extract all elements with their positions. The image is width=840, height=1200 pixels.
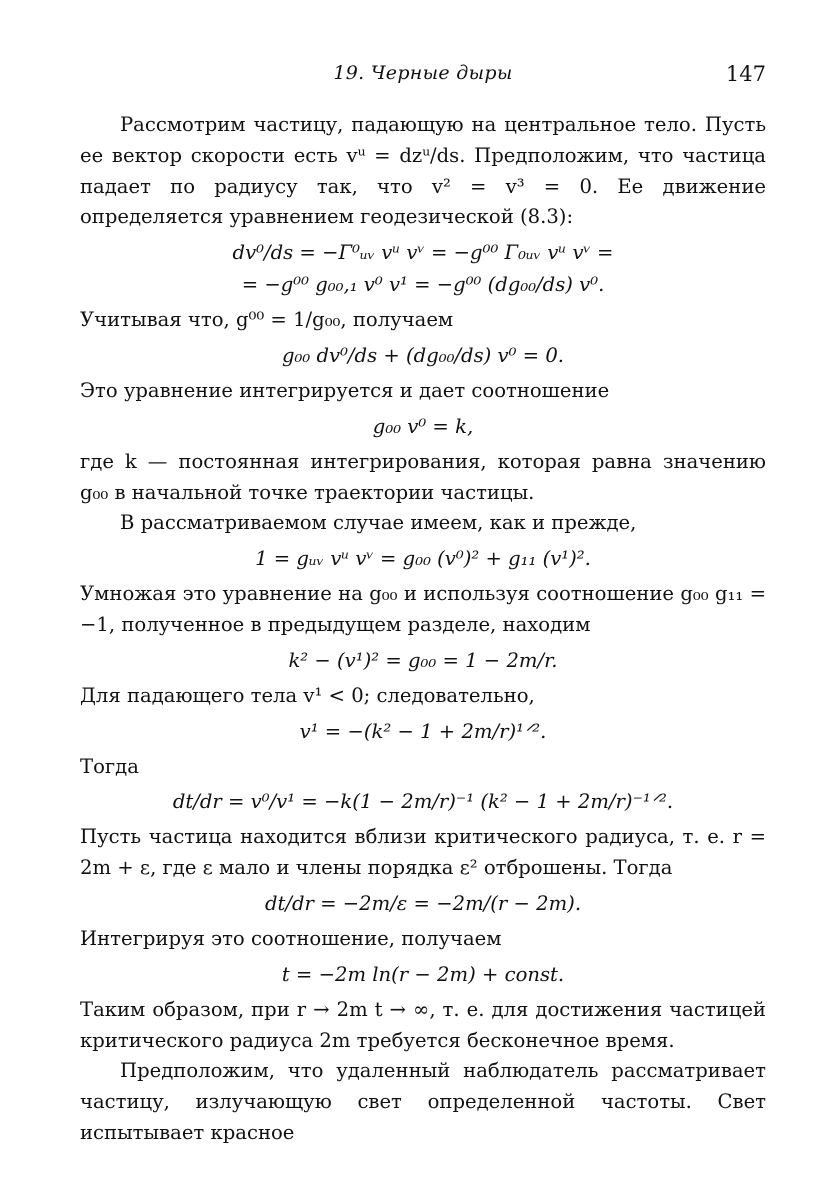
equation-derivative: g₀₀ dv⁰/ds + (dg₀₀/ds) v⁰ = 0.	[281, 343, 565, 367]
equation-normalization: 1 = gᵤᵥ vᵘ vᵛ = g₀₀ (v⁰)² + g₁₁ (v¹)².	[255, 547, 591, 571]
paragraph-falling-body: Для падающего тела v¹ < 0; следовательно,	[80, 683, 535, 707]
equation-dt-dr: dt/dr = v⁰/v¹ = −k(1 − 2m/r)⁻¹ (k² − 1 + 2m/r)⁻¹ᐟ².	[172, 790, 674, 814]
paragraph-observer: Предположим, что удаленный наблюдатель рассматривает частицу, излучающую свет определенной частоты. Свет испытывает красное	[80, 1059, 766, 1144]
page-header	[80, 62, 766, 92]
paragraph-conclusion: Таким образом, при r → 2m t → ∞, т. е. для достижения частицей критического радиуса 2m требуется бесконечное время.	[80, 997, 766, 1052]
page-number: 147	[725, 62, 766, 86]
equation-geodesic-line1: dv⁰/ds = −Γ⁰ᵤᵥ vᵘ vᵛ = −g⁰⁰ Γ₀ᵤᵥ vᵘ vᵛ =	[232, 241, 614, 265]
paragraph-k-definition: где k — постоянная интегрирования, которая равна значению g₀₀ в начальной точке траектории частицы.	[80, 449, 766, 504]
running-title: 19. Черные дыры	[333, 62, 513, 84]
equation-velocity: v¹ = −(k² − 1 + 2m/r)¹ᐟ².	[299, 719, 547, 743]
page-body	[80, 110, 766, 1149]
equation-time: t = −2m ln(r − 2m) + const.	[281, 962, 565, 986]
paragraph-intro: Рассмотрим частицу, падающую на центральное тело. Пусть ее вектор скорости есть vᵘ = dzᵘ/ds. Предположим, что частица падает по радиусу так, что v² = v³ = 0. Ее движение определяется уравнением геодезической (8.3):	[80, 113, 766, 229]
paragraph-as-before: В рассматриваемом случае имеем, как и прежде,	[120, 511, 637, 535]
equation-constant-k: g₀₀ v⁰ = k,	[372, 414, 474, 438]
paragraph-given: Учитывая что, g⁰⁰ = 1/g₀₀, получаем	[80, 308, 454, 332]
equation-k-squared: k² − (v¹)² = g₀₀ = 1 − 2m/r.	[288, 648, 558, 672]
equation-geodesic-line2: = −g⁰⁰ g₀₀,₁ v⁰ v¹ = −g⁰⁰ (dg₀₀/ds) v⁰.	[241, 273, 605, 297]
paragraph-then: Тогда	[80, 754, 139, 778]
paragraph-integrating: Интегрируя это соотношение, получаем	[80, 926, 502, 950]
paragraph-integrates: Это уравнение интегрируется и дает соотношение	[80, 378, 610, 402]
paragraph-multiplying: Умножая это уравнение на g₀₀ и используя соотношение g₀₀ g₁₁ = −1, полученное в предыдущем разделе, находим	[80, 582, 766, 636]
paragraph-near-critical: Пусть частица находится вблизи критического радиуса, т. е. r = 2m + ε, где ε мало и члены порядка ε² отброшены. Тогда	[80, 825, 766, 880]
equation-dt-dr-approx: dt/dr = −2m/ε = −2m/(r − 2m).	[264, 891, 582, 915]
